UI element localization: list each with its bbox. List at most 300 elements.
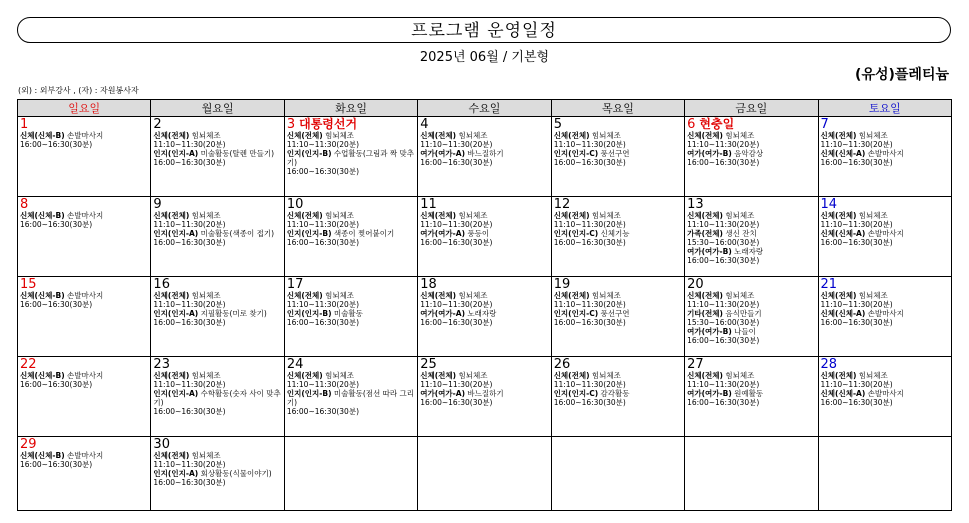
day-header xyxy=(821,358,949,371)
program-name: 신체(전체) xyxy=(153,371,190,380)
day-header xyxy=(554,358,682,371)
program-time: 16:00~16:30(30분) xyxy=(820,398,893,407)
day-header xyxy=(287,198,415,211)
program-time: 11:10~11:30(20분) xyxy=(153,140,226,149)
program-name: 신체(신체-A) xyxy=(820,149,866,158)
program-desc: 풍선구연 xyxy=(598,149,630,158)
day-cell xyxy=(685,197,818,277)
program-time: 11:10~11:30(20분) xyxy=(420,220,493,229)
program-time: 11:10~11:30(20분) xyxy=(553,300,626,309)
program-desc: 신체기능 xyxy=(598,229,630,238)
program-time: 15:30~16:00(30분) xyxy=(687,318,760,327)
program-name: 신체(전체) xyxy=(687,371,723,380)
day-cell xyxy=(18,357,151,437)
day-header xyxy=(20,198,148,211)
program-entry xyxy=(687,131,815,149)
program-time: 16:00~16:30(30분) xyxy=(553,238,626,247)
day-header xyxy=(153,198,281,211)
program-name: 신체(전체) xyxy=(687,131,723,140)
day-number: 25 xyxy=(420,357,437,372)
day-header xyxy=(687,118,815,131)
program-name: 여가(여가-B) xyxy=(687,247,732,256)
program-name: 인지(인지-C) xyxy=(553,149,599,158)
program-name: 신체(전체) xyxy=(286,131,323,140)
program-entry xyxy=(554,229,682,247)
program-time: 11:10~11:30(20분) xyxy=(820,380,893,389)
program-entry xyxy=(687,371,815,389)
program-entry xyxy=(287,211,415,229)
program-entry xyxy=(420,389,548,407)
program-time: 16:00~16:30(30분) xyxy=(553,318,626,327)
page-subtitle: 2025년 06월 / 기본형 xyxy=(419,50,550,65)
program-entry xyxy=(821,309,949,327)
day-header xyxy=(687,198,815,211)
day-cell xyxy=(818,437,951,511)
week-row xyxy=(18,197,952,277)
program-name: 신체(전체) xyxy=(153,291,190,300)
program-time: 16:00~16:30(30분) xyxy=(820,238,893,247)
program-time: 16:00~16:30(30분) xyxy=(20,140,93,149)
program-name: 신체(전체) xyxy=(153,451,190,460)
program-name: 신체(전체) xyxy=(553,291,590,300)
program-time: 16:00~16:30(30분) xyxy=(153,318,226,327)
day-header xyxy=(687,358,815,371)
program-time: 16:00~16:30(30분) xyxy=(153,158,226,167)
day-header xyxy=(20,278,148,291)
day-number: 9 xyxy=(153,197,162,212)
day-header xyxy=(153,358,281,371)
day-header xyxy=(420,278,548,291)
program-time: 11:10~11:30(20분) xyxy=(687,300,760,309)
program-entry xyxy=(687,211,815,229)
day-cell xyxy=(18,117,151,197)
program-desc: 손발마사지 xyxy=(64,451,104,460)
day-number: 3 xyxy=(286,117,296,132)
page-title: 프로그램 운영일정 xyxy=(17,17,951,43)
program-time: 16:00~16:30(30분) xyxy=(286,167,359,176)
program-time: 16:00~16:30(30분) xyxy=(420,318,493,327)
day-number: 28 xyxy=(820,357,838,372)
program-entry xyxy=(554,211,682,229)
day-cell xyxy=(551,277,684,357)
program-desc: 손발마사지 xyxy=(865,149,904,158)
day-cell xyxy=(818,117,951,197)
weekday-header-tue: 화요일 xyxy=(284,100,417,117)
legend-note: (외) : 외부강사 , (자) : 자원봉사자 xyxy=(18,86,139,95)
program-desc: 음식만들기 xyxy=(722,309,762,318)
program-time: 11:10~11:30(20분) xyxy=(553,380,626,389)
facility-name: (유성)플레티늄 xyxy=(855,67,949,83)
day-header xyxy=(821,118,949,131)
program-name: 인지(인지-B) xyxy=(286,229,332,238)
program-name: 신체(전체) xyxy=(153,211,190,220)
day-cell xyxy=(151,117,284,197)
day-cell xyxy=(551,357,684,437)
day-cell xyxy=(18,437,151,511)
holiday-label: 현충일 xyxy=(699,117,735,131)
program-entry xyxy=(287,291,415,309)
day-cell xyxy=(151,357,284,437)
day-header xyxy=(153,278,281,291)
program-desc: 힘뇌체조 xyxy=(722,211,755,220)
day-header xyxy=(821,198,949,211)
day-number: 16 xyxy=(153,277,170,292)
program-desc: 미술활동(점선 따라 그리기) xyxy=(286,389,415,407)
program-desc: 풍등이 xyxy=(465,229,490,238)
program-entry xyxy=(153,469,281,487)
day-cell xyxy=(18,197,151,277)
week-row xyxy=(18,437,952,511)
program-desc: 수업활동(그림과 짝 맞추기) xyxy=(286,149,415,167)
program-time: 16:00~16:30(30분) xyxy=(687,398,760,407)
day-number: 18 xyxy=(420,277,437,292)
day-cell xyxy=(685,277,818,357)
day-cell xyxy=(284,357,417,437)
program-time: 16:00~16:30(30분) xyxy=(286,318,359,327)
day-cell xyxy=(818,357,951,437)
day-number: 2 xyxy=(153,117,162,132)
day-header xyxy=(687,278,815,291)
day-number: 5 xyxy=(553,117,562,132)
day-cell xyxy=(151,277,284,357)
program-desc: 힘뇌체조 xyxy=(722,291,755,300)
day-cell xyxy=(818,197,951,277)
day-cell xyxy=(284,117,417,197)
program-name: 신체(전체) xyxy=(687,291,723,300)
program-name: 신체(신체-B) xyxy=(20,371,65,380)
program-desc: 미술활동(색종이 접기) xyxy=(198,229,275,238)
day-number: 24 xyxy=(286,357,304,372)
day-cell xyxy=(685,117,818,197)
program-time: 11:10~11:30(20분) xyxy=(420,300,493,309)
weekday-header-sun: 일요일 xyxy=(18,100,151,117)
program-time: 11:10~11:30(20분) xyxy=(820,140,893,149)
day-number: 17 xyxy=(286,277,304,292)
program-entry xyxy=(687,389,815,407)
program-time: 16:00~16:30(30분) xyxy=(20,300,93,309)
day-header xyxy=(554,198,682,211)
program-desc: 힘뇌체조 xyxy=(322,291,355,300)
program-entry xyxy=(153,229,281,247)
day-number: 6 xyxy=(687,117,696,132)
day-cell xyxy=(818,277,951,357)
day-cell xyxy=(551,197,684,277)
day-cell xyxy=(18,277,151,357)
program-time: 11:10~11:30(20분) xyxy=(286,380,359,389)
program-desc: 손발마사지 xyxy=(64,211,104,220)
day-number: 26 xyxy=(553,357,571,372)
program-name: 신체(전체) xyxy=(820,291,857,300)
program-name: 신체(전체) xyxy=(286,291,323,300)
program-entry xyxy=(287,149,415,176)
day-number: 11 xyxy=(420,197,437,212)
program-time: 11:10~11:30(20분) xyxy=(553,220,626,229)
day-cell xyxy=(151,437,284,511)
program-entry xyxy=(287,389,415,416)
program-time: 16:00~16:30(30분) xyxy=(153,238,226,247)
program-entry xyxy=(287,229,415,247)
program-desc: 미술활동(탈렌 만들기) xyxy=(198,149,275,158)
program-desc: 힘뇌체조 xyxy=(189,451,221,460)
program-time: 16:00~16:30(30분) xyxy=(553,398,626,407)
program-desc: 힘뇌체조 xyxy=(322,371,355,380)
program-time: 16:00~16:30(30분) xyxy=(687,336,760,345)
day-header xyxy=(20,118,148,131)
day-header xyxy=(420,198,548,211)
day-cell xyxy=(284,437,417,511)
program-desc: 원예활동 xyxy=(731,389,764,398)
day-header xyxy=(153,118,281,131)
day-number: 19 xyxy=(553,277,571,292)
program-desc: 힘뇌체조 xyxy=(456,131,488,140)
program-desc: 힘뇌체조 xyxy=(589,211,621,220)
program-entry xyxy=(687,149,815,167)
program-time: 16:00~16:30(30분) xyxy=(687,158,760,167)
weekday-header-row xyxy=(18,100,952,117)
weekday-header-thu: 목요일 xyxy=(551,100,684,117)
program-desc: 바느질하기 xyxy=(465,389,504,398)
day-number: 27 xyxy=(687,357,704,372)
program-entry xyxy=(821,211,949,229)
program-name: 인지(인지-A) xyxy=(153,309,199,318)
program-name: 신체(전체) xyxy=(286,211,323,220)
program-desc: 힘뇌체조 xyxy=(856,291,888,300)
program-desc: 힘뇌체조 xyxy=(189,131,221,140)
program-name: 신체(전체) xyxy=(553,371,590,380)
day-header xyxy=(420,358,548,371)
day-cell xyxy=(151,197,284,277)
program-time: 16:00~16:30(30분) xyxy=(420,158,493,167)
program-desc: 힘뇌체조 xyxy=(189,291,221,300)
program-entry xyxy=(420,371,548,389)
program-desc: 노래자랑 xyxy=(731,247,764,256)
program-entry xyxy=(687,291,815,309)
program-desc: 손발마사지 xyxy=(865,389,904,398)
program-name: 여가(여가-A) xyxy=(420,229,466,238)
program-desc: 힘뇌체조 xyxy=(189,211,221,220)
week-row xyxy=(18,277,952,357)
program-time: 11:10~11:30(20분) xyxy=(553,140,626,149)
program-entry xyxy=(420,229,548,247)
day-header xyxy=(554,118,682,131)
program-desc: 지필활동(미로 찾기) xyxy=(198,309,267,318)
weekday-header-sat: 토요일 xyxy=(818,100,951,117)
program-time: 16:00~16:30(30분) xyxy=(20,220,93,229)
week-row xyxy=(18,357,952,437)
program-name: 신체(전체) xyxy=(820,211,857,220)
program-time: 16:00~16:30(30분) xyxy=(153,478,226,487)
program-time: 16:00~16:30(30분) xyxy=(153,407,226,416)
program-name: 인지(인지-B) xyxy=(286,389,332,398)
program-entry xyxy=(153,389,281,416)
day-number: 4 xyxy=(420,117,429,132)
day-cell xyxy=(284,197,417,277)
program-time: 16:00~16:30(30분) xyxy=(20,380,93,389)
program-desc: 손발마사지 xyxy=(64,291,104,300)
holiday-label: 대통령선거 xyxy=(299,117,358,131)
program-desc: 음악감상 xyxy=(731,149,764,158)
day-number: 15 xyxy=(20,277,37,292)
program-name: 인지(인지-A) xyxy=(153,149,199,158)
day-number: 21 xyxy=(820,277,838,292)
program-desc: 힘뇌체조 xyxy=(322,131,355,140)
program-entry xyxy=(420,211,548,229)
program-name: 신체(신체-A) xyxy=(820,389,866,398)
program-name: 신체(신체-A) xyxy=(820,309,866,318)
day-number: 22 xyxy=(20,357,37,372)
program-name: 신체(전체) xyxy=(553,211,590,220)
program-name: 인지(인지-C) xyxy=(553,309,599,318)
program-name: 신체(전체) xyxy=(687,211,723,220)
day-number: 1 xyxy=(20,117,29,132)
program-entry xyxy=(420,291,548,309)
day-number: 23 xyxy=(153,357,170,372)
program-desc: 힘뇌체조 xyxy=(456,291,488,300)
program-time: 11:10~11:30(20분) xyxy=(153,220,226,229)
program-time: 16:00~16:30(30분) xyxy=(553,158,626,167)
program-desc: 생신 잔치 xyxy=(722,229,757,238)
program-entry xyxy=(687,229,815,247)
program-name: 신체(전체) xyxy=(420,131,457,140)
program-time: 16:00~16:30(30분) xyxy=(687,256,760,265)
program-name: 신체(전체) xyxy=(553,131,590,140)
program-entry xyxy=(153,371,281,389)
program-desc: 힘뇌체조 xyxy=(456,211,488,220)
program-time: 11:10~11:30(20분) xyxy=(420,140,493,149)
weekday-header-wed: 수요일 xyxy=(418,100,551,117)
program-name: 신체(신체-A) xyxy=(820,229,866,238)
day-number: 7 xyxy=(820,117,829,132)
day-header xyxy=(287,278,415,291)
program-time: 11:10~11:30(20분) xyxy=(153,380,226,389)
day-header xyxy=(420,118,548,131)
weekday-header-fri: 금요일 xyxy=(685,100,818,117)
program-name: 신체(신체-B) xyxy=(20,451,65,460)
program-entry xyxy=(287,371,415,389)
program-desc: 손발마사지 xyxy=(64,371,104,380)
program-time: 11:10~11:30(20분) xyxy=(286,220,359,229)
program-name: 신체(신체-B) xyxy=(20,131,65,140)
day-cell xyxy=(551,117,684,197)
day-header xyxy=(554,278,682,291)
program-name: 인지(인지-A) xyxy=(153,229,199,238)
program-name: 인지(인지-B) xyxy=(286,309,332,318)
program-desc: 손발마사지 xyxy=(865,229,904,238)
program-desc: 노래자랑 xyxy=(465,309,497,318)
program-desc: 손발마사지 xyxy=(64,131,104,140)
program-desc: 나들이 xyxy=(731,327,756,336)
day-number: 29 xyxy=(20,437,37,452)
program-entry xyxy=(554,291,682,309)
program-entry xyxy=(20,291,148,309)
program-entry xyxy=(153,211,281,229)
program-entry xyxy=(554,131,682,149)
day-number: 13 xyxy=(687,197,704,212)
program-name: 신체(전체) xyxy=(820,131,857,140)
day-number: 30 xyxy=(153,437,170,452)
program-time: 11:10~11:30(20분) xyxy=(687,140,760,149)
program-name: 여가(여가-A) xyxy=(420,149,466,158)
program-name: 신체(전체) xyxy=(153,131,190,140)
program-entry xyxy=(153,131,281,149)
program-entry xyxy=(821,149,949,167)
program-time: 16:00~16:30(30분) xyxy=(420,398,493,407)
program-desc: 힘뇌체조 xyxy=(856,131,888,140)
program-entry xyxy=(687,327,815,345)
program-time: 16:00~16:30(30분) xyxy=(20,460,93,469)
program-desc: 힘뇌체조 xyxy=(856,211,888,220)
program-entry xyxy=(554,149,682,167)
program-time: 11:10~11:30(20분) xyxy=(286,300,359,309)
program-name: 기타(전체) xyxy=(687,309,723,318)
program-entry xyxy=(821,291,949,309)
program-entry xyxy=(153,309,281,327)
day-number: 12 xyxy=(553,197,571,212)
program-name: 여가(여가-B) xyxy=(687,389,732,398)
program-time: 11:10~11:30(20분) xyxy=(153,300,226,309)
program-time: 11:10~11:30(20분) xyxy=(420,380,493,389)
day-header xyxy=(821,278,949,291)
program-desc: 수학활동(숫자 사이 맞추기) xyxy=(153,389,281,407)
program-entry xyxy=(287,309,415,327)
program-time: 16:00~16:30(30분) xyxy=(286,238,359,247)
program-desc: 힘뇌체조 xyxy=(589,131,621,140)
calendar-table xyxy=(17,99,952,511)
program-desc: 힘뇌체조 xyxy=(456,371,488,380)
day-header xyxy=(153,438,281,451)
program-entry xyxy=(20,371,148,389)
day-number: 14 xyxy=(820,197,838,212)
calendar-body xyxy=(18,117,952,511)
program-time: 11:10~11:30(20분) xyxy=(687,380,760,389)
program-name: 여가(여가-A) xyxy=(420,309,466,318)
program-name: 신체(전체) xyxy=(420,371,457,380)
program-name: 여가(여가-A) xyxy=(420,389,466,398)
program-name: 인지(인지-C) xyxy=(553,389,599,398)
program-entry xyxy=(554,371,682,389)
program-desc: 색종이 찢어붙이기 xyxy=(331,229,395,238)
program-entry xyxy=(821,229,949,247)
week-row xyxy=(18,117,952,197)
program-name: 여가(여가-B) xyxy=(687,327,732,336)
program-entry xyxy=(554,389,682,407)
program-time: 11:10~11:30(20분) xyxy=(687,220,760,229)
program-time: 16:00~16:30(30분) xyxy=(286,407,359,416)
program-name: 가족(전체) xyxy=(687,229,723,238)
program-name: 신체(신체-B) xyxy=(20,211,65,220)
program-name: 여가(여가-B) xyxy=(687,149,732,158)
program-name: 신체(전체) xyxy=(820,371,857,380)
program-desc: 힘뇌체조 xyxy=(589,371,621,380)
day-header xyxy=(287,118,415,131)
program-desc: 힘뇌체조 xyxy=(322,211,355,220)
program-time: 16:00~16:30(30분) xyxy=(820,158,893,167)
day-cell xyxy=(551,437,684,511)
program-name: 인지(인지-A) xyxy=(153,469,199,478)
program-desc: 힘뇌체조 xyxy=(722,371,755,380)
program-name: 인지(인지-C) xyxy=(553,229,599,238)
program-desc: 미술활동 xyxy=(331,309,363,318)
program-entry xyxy=(420,131,548,149)
program-desc: 감각활동 xyxy=(598,389,630,398)
program-entry xyxy=(687,247,815,265)
day-number: 20 xyxy=(687,277,704,292)
program-entry xyxy=(20,211,148,229)
program-desc: 힘뇌체조 xyxy=(189,371,221,380)
program-desc: 회상활동(식물이야기) xyxy=(198,469,272,478)
program-entry xyxy=(153,291,281,309)
program-name: 신체(신체-B) xyxy=(20,291,65,300)
